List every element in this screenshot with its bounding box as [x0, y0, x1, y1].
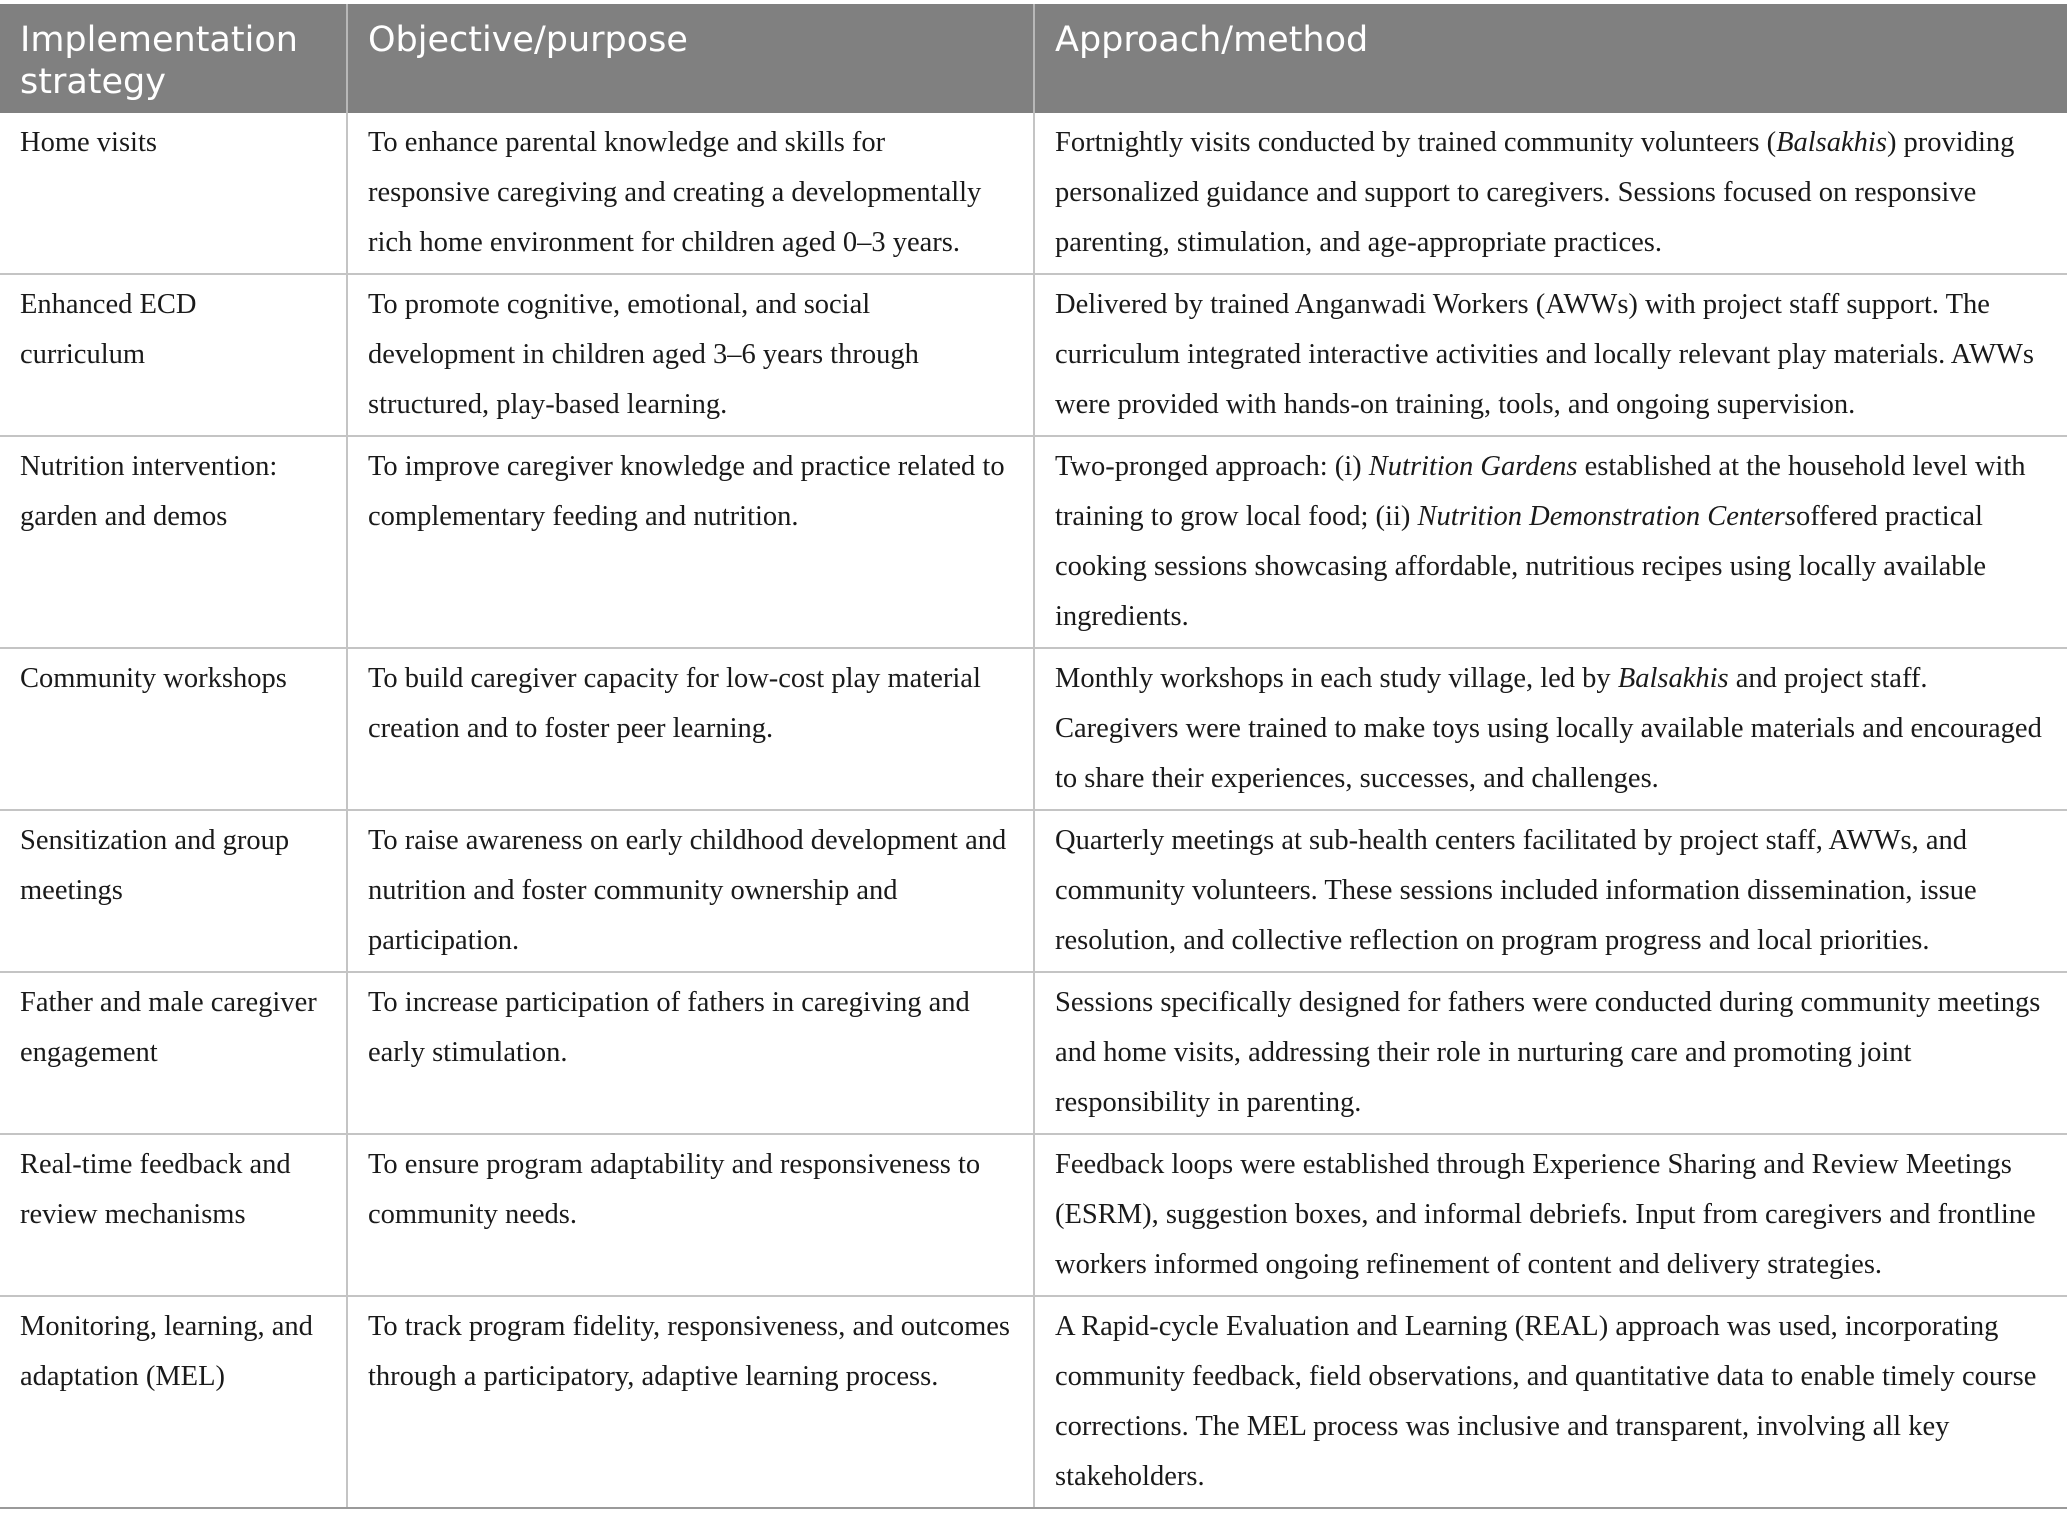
implementation-strategies-table: [0, 4, 2067, 1509]
header-row: [0, 4, 2067, 113]
table-row: [0, 274, 2067, 436]
objective-cell: To enhance parental knowledge and skills for responsive caregiving and creating a developmentally rich home environment for children aged 0–3 years.: [347, 113, 1034, 274]
italic-term: Balsakhis: [1776, 127, 1887, 158]
table-row: [0, 810, 2067, 972]
approach-cell: [1034, 648, 2067, 810]
text-segment: Sessions specifically designed for fathers were conducted during community meetings and home visits, addressing their role in nurturing care and promoting joint responsibility in parenting.: [1055, 987, 2041, 1118]
table-row: [0, 113, 2067, 274]
strategy-cell: Nutrition intervention: garden and demos: [0, 436, 347, 648]
header-implementation-strategy: Implementation strategy: [0, 4, 347, 113]
strategy-cell: Home visits: [0, 113, 347, 274]
table-row: [0, 1296, 2067, 1508]
approach-cell: [1034, 1134, 2067, 1296]
table-row: [0, 648, 2067, 810]
text-segment: Feedback loops were established through Experience Sharing and Review Meetings (ESRM), suggestion boxes, and informal debriefs. Input from caregivers and frontline workers informed ongoing refinement of content and delivery strategies.: [1055, 1149, 2036, 1280]
objective-cell: To track program fidelity, responsiveness, and outcomes through a participatory, adaptive learning process.: [347, 1296, 1034, 1508]
objective-cell: To build caregiver capacity for low-cost play material creation and to foster peer learning.: [347, 648, 1034, 810]
strategy-cell: Enhanced ECD curriculum: [0, 274, 347, 436]
text-segment: and project staff. Caregivers were trained to make toys using locally available materials and encouraged to share their experiences, successes, and challenges.: [1055, 663, 2042, 794]
text-segment: Two-pronged approach: (i): [1055, 451, 1369, 482]
table-row: [0, 1134, 2067, 1296]
text-segment: Quarterly meetings at sub-health centers facilitated by project staff, AWWs, and community volunteers. These sessions included information dissemination, issue resolution, and collective reflection on program progress and local priorities.: [1055, 825, 1977, 956]
table-body: [0, 113, 2067, 1508]
text-segment: Monthly workshops in each study village, led by: [1055, 663, 1618, 694]
text-segment: offered practical cooking sessions showcasing affordable, nutritious recipes using locally available ingredients.: [1055, 501, 1987, 632]
strategy-cell: Real-time feedback and review mechanisms: [0, 1134, 347, 1296]
strategy-cell: Monitoring, learning, and adaptation (MEL): [0, 1296, 347, 1508]
strategy-cell: Sensitization and group meetings: [0, 810, 347, 972]
text-segment: established at the household level with training to grow local food; (ii): [1055, 451, 2026, 532]
text-segment: ) providing personalized guidance and support to caregivers. Sessions focused on responsive parenting, stimulation, and age-appropriate practices.: [1055, 127, 2015, 258]
objective-cell: To raise awareness on early childhood development and nutrition and foster community ownership and participation.: [347, 810, 1034, 972]
header-approach-method: Approach/method: [1034, 4, 2067, 113]
approach-cell: [1034, 274, 2067, 436]
text-segment: Fortnightly visits conducted by trained community volunteers (: [1055, 127, 1777, 158]
italic-term: Nutrition Gardens: [1368, 451, 1578, 482]
italic-term: Nutrition Demonstration Centers: [1417, 501, 1796, 532]
approach-cell: [1034, 113, 2067, 274]
approach-cell: [1034, 972, 2067, 1134]
strategy-cell: Father and male caregiver engagement: [0, 972, 347, 1134]
approach-cell: [1034, 810, 2067, 972]
strategy-cell: Community workshops: [0, 648, 347, 810]
text-segment: Delivered by trained Anganwadi Workers (AWWs) with project staff support. The curriculum integrated interactive activities and locally relevant play materials. AWWs were provided with hands-on training, tools, and ongoing supervision.: [1055, 289, 2034, 420]
approach-cell: [1034, 436, 2067, 648]
italic-term: Balsakhis: [1617, 663, 1729, 694]
table-row: [0, 972, 2067, 1134]
objective-cell: To promote cognitive, emotional, and social development in children aged 3–6 years through structured, play-based learning.: [347, 274, 1034, 436]
objective-cell: To ensure program adaptability and responsiveness to community needs.: [347, 1134, 1034, 1296]
table-header: [0, 4, 2067, 113]
approach-cell: [1034, 1296, 2067, 1508]
objective-cell: To increase participation of fathers in caregiving and early stimulation.: [347, 972, 1034, 1134]
text-segment: A Rapid-cycle Evaluation and Learning (REAL) approach was used, incorporating community feedback, field observations, and quantitative data to enable timely course corrections. The MEL process was inclusive and transparent, involving all key stakeholders.: [1055, 1311, 2037, 1492]
table-row: [0, 436, 2067, 648]
header-objective-purpose: Objective/purpose: [347, 4, 1034, 113]
objective-cell: To improve caregiver knowledge and practice related to complementary feeding and nutrition.: [347, 436, 1034, 648]
implementation-strategies-table-container: [0, 4, 2067, 1509]
